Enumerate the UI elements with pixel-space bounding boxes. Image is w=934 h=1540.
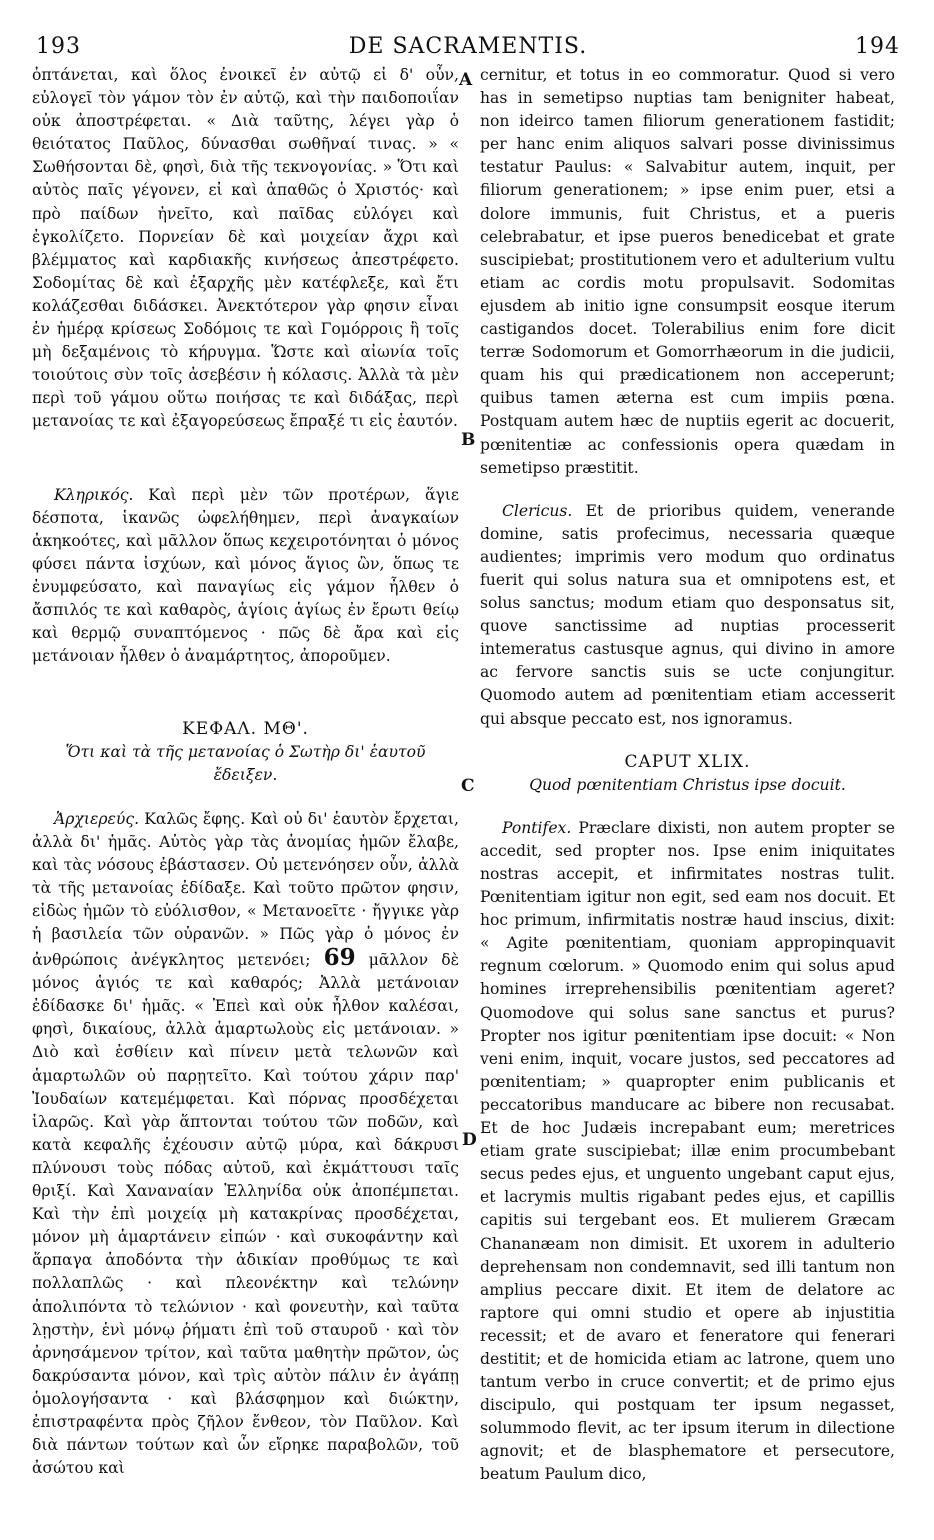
page-number-left: 193	[36, 34, 81, 59]
latin-chapter-subtitle: Quod pœnitentiam Christus ipse docuit.	[529, 775, 846, 794]
greek-paragraph-2-text: Καὶ περὶ μὲν τῶν προτέρων, ἅγιε δέσποτα, ἱκανῶς ὠφελήθημεν, περὶ ἀναγκαίων ἀκηκοότες, καὶ μᾶλλον ὅπως κεχειροτόνηται ὁ μόνος φύσει πάντα ἰσχύων, καὶ μόνος ἅγιος ὢν, ὅπως τε ἐνυμφεύσατο, καὶ παναγίως εἰς γάμον ἦλθεν ὁ ἄσπιλός τε καὶ καθαρὸς, ἁγίοις ἁγίως ἐν ἔρωτι θείῳ καὶ θερμῷ συναπτόμενος · πῶς δὲ ἄρα καὶ εἰς μετάνοιαν ἦλθεν ὁ ἀναμάρτητος, ἀποροῦμεν.	[32, 485, 459, 666]
margin-marker-b: B	[461, 430, 476, 450]
latin-speaker-clericus: Clericus.	[502, 501, 573, 520]
greek-paragraph-3	[32, 808, 459, 1481]
column-number: 69	[323, 944, 356, 972]
latin-paragraph-3-text: Præclare dixisti, non autem propter se accedit, sed propter nos. Ipse enim iniquitates nostras accepit, et infirmitates nostras tulit. Pœnitentiam igitur non egit, sed eam nos docuit. Et hoc primum, infirmitatis nostræ haud inscius, dixit: « Agite pœnitentiam, quoniam appropinquavit regnum cœlorum. » Quomodo enim qui solus apud homines irreprehensibilis pœnitentiam ageret? Quomodove qui solus sane sanctus et purus? Propter nos igitur pœnitentiam ipse docuit: « Non veni enim, inquit, vocare justos, sed peccatores ad pœnitentiam; » quapropter enim publicanis et peccatoribus manducare ac bibere non recusabat. Et de hoc Judæis increpabant eum; meretrices etiam grate suscipiebat; illæ enim procumbebant secus pedes ejus, et unguento ungebant caput ejus, et lacrymis multis rigabant pedes ejus, et capillis capitis sui tergebant eos. Et mulierem Græcam Chananæam non dimisit. Et uxorem in adulterio deprehensam non condemnavit, sed illi tantum non amplius peccare dixit. Et item de delatore ac raptore qui omni studio et opere ab injustitia recessit; et de avaro et feneratore qui fenerari destitit; et de homicida etiam ac latrone, quem uno tantum verbo in cruce convertit; et de primo ejus discipulo, qui postquam ter ipsum negasset, solummodo flevit, ac ter ipsum iterum in dilectione agnovit; et de blasphematore et persecutore, beatum Paulum dico,	[480, 818, 895, 1484]
greek-chapter-subtitle: Ὅτι καὶ τὰ τῆς μετανοίας ὁ Σωτὴρ δι' ἑαυτοῦ ἔδειξεν.	[65, 743, 426, 785]
latin-paragraph-3	[480, 817, 895, 1487]
greek-speaker-pontifex: Ἀρχιερεύς.	[54, 809, 140, 828]
greek-paragraph-3-text-b: μᾶλλον δὲ μόνος ἁγιός τε καὶ καθαρός; Ἀλλὰ μετάνοιαν ἐδίδασκε δι' ἡμᾶς. « Ἐπεὶ καὶ οὐκ ἦλθον καλέσαι, φησὶ, δικαίους, ἀλλὰ ἁμαρτωλοὺς εἰς μετάνοιαν. » Διὸ καὶ ἐσθίειν καὶ πίνειν μετὰ τελωνῶν καὶ ἁμαρτωλῶν οὐ παρῃτεῖτο. Καὶ τούτου χάριν παρ' Ἰουδαίων κατεμέμφεται. Καὶ πόρνας προσδέχεται ἱλαρῶς. Καὶ γὰρ ἅπτονται τούτου τῶν ποδῶν, καὶ κατὰ κεφαλῆς ἐχέουσιν αὐτῷ μύρα, καὶ δάκρυσι πλύνουσι τοὺς πόδας αὐτοῦ, καὶ ἐκμάττουσι ταῖς θριξί. Καὶ Χαναναίαν Ἑλληνίδα οὐκ ἀποπέμπεται. Καὶ τὴν ἐπὶ μοιχείᾳ μὴ κατακρίνας προσδέχεται, μόνον μὴ ἁμαρτάνειν εἰπών · καὶ συκοφάντην καὶ ἅρπαγα ἀποδόντα τὴν ἀδικίαν προθύμως τε καὶ πολλαπλῶς · καὶ πλεονέκτην καὶ τελώνην ἀπολιπόντα τὸ τελώνιον · καὶ φονευτὴν, καὶ ταῦτα λῃστὴν, ἑνὶ μόνῳ ῥήματι ἐπὶ τοῦ σταυροῦ · καὶ τὸν ἀρνησάμενον τρίτον, καὶ ταῦτα μαθητὴν πρῶτον, ὡς δακρύσαντα μόνον, καὶ τρὶς αὐτὸν πάλιν ἐν ἀγάπῃ ὁμολογήσαντα · καὶ βλάσφημον καὶ διώκτην, ἐπιστραφέντα πρὸς ζῆλον ἔνθεον, τὸν Παῦλον. Καὶ διὰ πάντων τούτων καὶ ὧν εἴρηκε παραβολῶν, τοῦ ἀσώτου καὶ	[32, 951, 459, 1478]
latin-chapter-heading: CAPUT XLIX.	[624, 751, 751, 772]
latin-speaker-pontifex: Pontifex.	[502, 818, 572, 837]
latin-paragraph-1: cernitur, et totus in eo commoratur. Quod si vero has in semetipso nuptias tam benigniter habeat, non ideirco tamen filiorum generationem fastidit; per hanc enim aliquos salvari posse divinissimus testatur Paulus: « Salvabitur autem, inquit, per filiorum generationem; » ipse enim puer, etsi a dolore immunis, fuit Christus, et a pueris celebrabatur, et ipse pueros benedicebat et grate suscipiebat; prostitutionem vero et adulterium vultu etiam ac cordis motu propulsavit. Sodomitas ejusdem ab initio igne consumpsit eosque iterum castigandos docet. Tolerabilius enim fore dicit terræ Sodomorum et Gomorrhæorum in die judicii, quam his qui prædicationem non acceperunt; quibus tamen æterna est cum impiis pœna. Postquam autem hæc de nuptiis egerit ac docuerit, pœnitentiæ ac confessionis opera quædam in semetipso præstitit.	[480, 66, 895, 477]
margin-marker-a: A	[459, 70, 473, 90]
running-header	[36, 34, 900, 64]
greek-paragraph-2	[32, 484, 459, 669]
greek-paragraph-1: ὀπτάνεται, καὶ ὅλος ἐνοικεῖ ἐν αὐτῷ εἰ δ' οὖν, εὐλογεῖ τὸν γάμον τὸν ἐν αὐτῷ, καὶ τὴν παιδοποιΐαν οὐκ ἀποστρέφεται. « Διὰ ταῦτης, λέγει γὰρ ὁ θειότατος Παῦλος, δύνασθαι σωθῆναί τινας. » « Σωθήσονται δὲ, φησὶ, διὰ τῆς τεκνογονίας. » Ὅτι καὶ αὐτὸς παῖς γέγονεν, εἰ καὶ ἀπαθῶς ὁ Χριστός· καὶ πρὸ παίδων ἠνεῖτο, καὶ παῖδας εὐλόγει καὶ ἐγκολίζετο. Πορνείαν δὲ καὶ μοιχείαν ἄχρι καὶ βλέμματος καὶ καρδιακῆς κινήσεως ἀπεστρέφετο. Σοδομίτας δὲ καὶ ἐξαρχῆς μὲν κατέφλεξε, καὶ ἔτι κολάζεσθαι διδάσκει. Ἀνεκτότερον γὰρ φησιν εἶναι ἐν ἡμέρᾳ κρίσεως Σοδόμοις τε καὶ Γομόρροις ἢ τοῖς μὴ δεξαμένοις τὸ κήρυγμα. Ὥστε καὶ αἰωνία τοῖς τοιούτοις σὺν τοῖς ἀσεβέσιν ἡ κόλασις. Ἀλλὰ τὰ μὲν περὶ τοῦ γάμου οὕτω ποιήσας τε καὶ διδάξας, περὶ μετανοίας τε καὶ ἐξαγορεύσεως ἔπραξέ τι εἰς ἑαυτόν.	[32, 66, 459, 431]
greek-column	[32, 64, 459, 1480]
page-number-right: 194	[855, 34, 900, 59]
margin-marker-c: C	[461, 776, 475, 796]
running-title: DE SACRAMENTIS.	[348, 34, 588, 59]
greek-speaker-clericus: Κληρικός.	[54, 485, 134, 504]
latin-paragraph-2	[480, 500, 895, 731]
margin-marker-d: D	[462, 1130, 477, 1150]
greek-paragraph-3-text-a: Καλῶς ἔφης. Καὶ οὐ δι' ἑαυτὸν ἔρχεται, ἀλλὰ δι' ἡμᾶς. Αὐτὸς γὰρ τὰς ἀνομίας ἡμῶν ἔλαβε, καὶ τὰς νόσους ἐβάστασεν. Οὐ μετενόησεν οὖν, ἀλλὰ τὰ τῆς μετανοίας ἐδίδαξε. Καὶ τοῦτο πρῶτον φησιν, εἰδὼς ἡμῶν τὸ εὐόλισθον, « Μετανοεῖτε · ἤγγικε γὰρ ἡ βασιλεία τῶν οὐρανῶν. » Πῶς γὰρ ὁ μόνος ἐν ἀνθρώποις ἀνέγκλητος μετενόει;	[32, 809, 459, 970]
greek-chapter-heading: ΚΕΦΑΛ. ΜΘ'.	[182, 719, 309, 740]
latin-column	[480, 64, 895, 1487]
latin-paragraph-2-text: Et de prioribus quidem, venerande domine, satis profecimus, necessaria quæque audientes; imprimis vero modum quo ordinatus fuerit qui solus natura sua et omnipotens est, et solus sanctus; modum etiam quo desponsatus sit, quove sanctissime ad nuptias processerit intemeratus castusque agnus, qui divino in amore ac fervore sanctis suis se ucte conjungitur. Quomodo autem ad pœnitentiam etiam accesserit qui absque peccato est, nos ignoramus.	[480, 501, 895, 728]
